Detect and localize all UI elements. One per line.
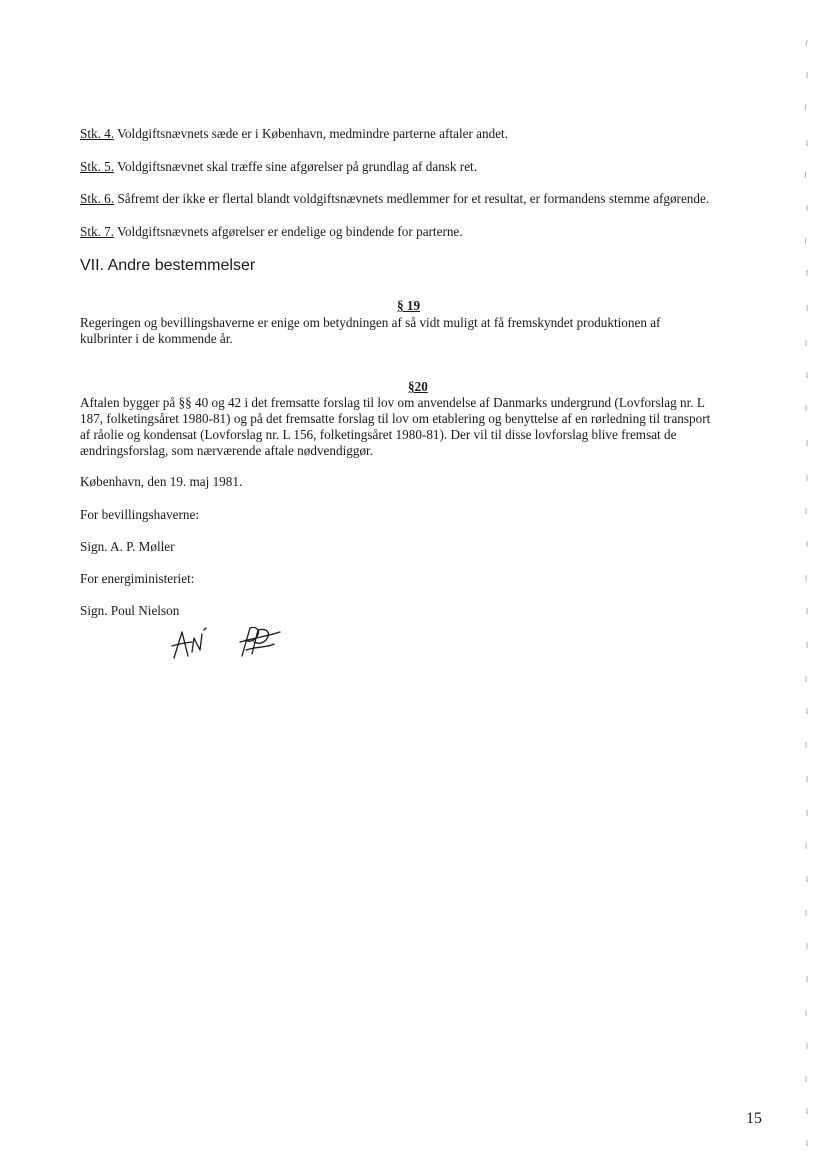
handwritten-initials-icon bbox=[170, 618, 290, 668]
stk-4-label: Stk. 4. bbox=[80, 126, 115, 141]
stk-4-line bbox=[80, 126, 508, 142]
place-date: København, den 19. maj 1981. bbox=[80, 474, 243, 489]
party-2-signature: Sign. Poul Nielson bbox=[80, 603, 180, 618]
stk-5-text: Voldgiftsnævnet skal træffe sine afgørelser på grundlag af dansk ret. bbox=[114, 159, 478, 174]
paragraph-20-line-4: ændringsforslag, som nærværende aftale nødvendiggør. bbox=[80, 443, 374, 458]
party-1-signature: Sign. A. P. Møller bbox=[80, 539, 175, 554]
stk-5-label: Stk. 5. bbox=[80, 159, 115, 174]
paragraph-20-line-3: af råolie og kondensat (Lovforslag nr. L 156, folketingsåret 1980-81). Der vil til disse lovforslag blive fremsat de bbox=[80, 427, 677, 442]
paragraph-19-heading: § 19 bbox=[397, 298, 421, 313]
scan-edge-marks-icon bbox=[795, 0, 827, 1170]
stk-7-line bbox=[80, 224, 463, 240]
stk-6-label: Stk. 6. bbox=[80, 191, 115, 206]
stk-7-label: Stk. 7. bbox=[80, 224, 115, 239]
paragraph-20-heading: §20 bbox=[408, 379, 428, 394]
stk-7-text: Voldgiftsnævnets afgørelser er endelige og bindende for parterne. bbox=[114, 224, 463, 239]
stk-6-line bbox=[80, 191, 709, 207]
paragraph-19-line-2: kulbrinter i de kommende år. bbox=[80, 331, 233, 346]
section-heading: VII. Andre bestemmelser bbox=[80, 257, 256, 274]
stk-4-text: Voldgiftsnævnets sæde er i København, medmindre parterne aftaler andet. bbox=[114, 126, 509, 141]
page-number: 15 bbox=[746, 1110, 762, 1127]
paragraph-20-body bbox=[80, 395, 710, 459]
paragraph-20-line-1: Aftalen bygger på §§ 40 og 42 i det fremsatte forslag til lov om anvendelse af Danmarks undergrund (Lovforslag nr. L bbox=[80, 395, 705, 410]
paragraph-20-line-2: 187, folketingsåret 1980-81) og på det fremsatte forslag til lov om etablering og benyttelse af en rørledning til transport bbox=[80, 411, 711, 426]
party-2-label: For energiministeriet: bbox=[80, 571, 195, 586]
stk-5-line bbox=[80, 159, 477, 175]
paragraph-19-body bbox=[80, 315, 660, 347]
paragraph-19-line-1: Regeringen og bevillingshaverne er enige om betydningen af så vidt muligt at få fremskyndet produktionen af bbox=[80, 315, 661, 330]
stk-6-text: Såfremt der ikke er flertal blandt voldgiftsnævnets medlemmer for et resultat, er formandens stemme afgørende. bbox=[114, 191, 710, 206]
party-1-label: For bevillingshaverne: bbox=[80, 507, 200, 522]
